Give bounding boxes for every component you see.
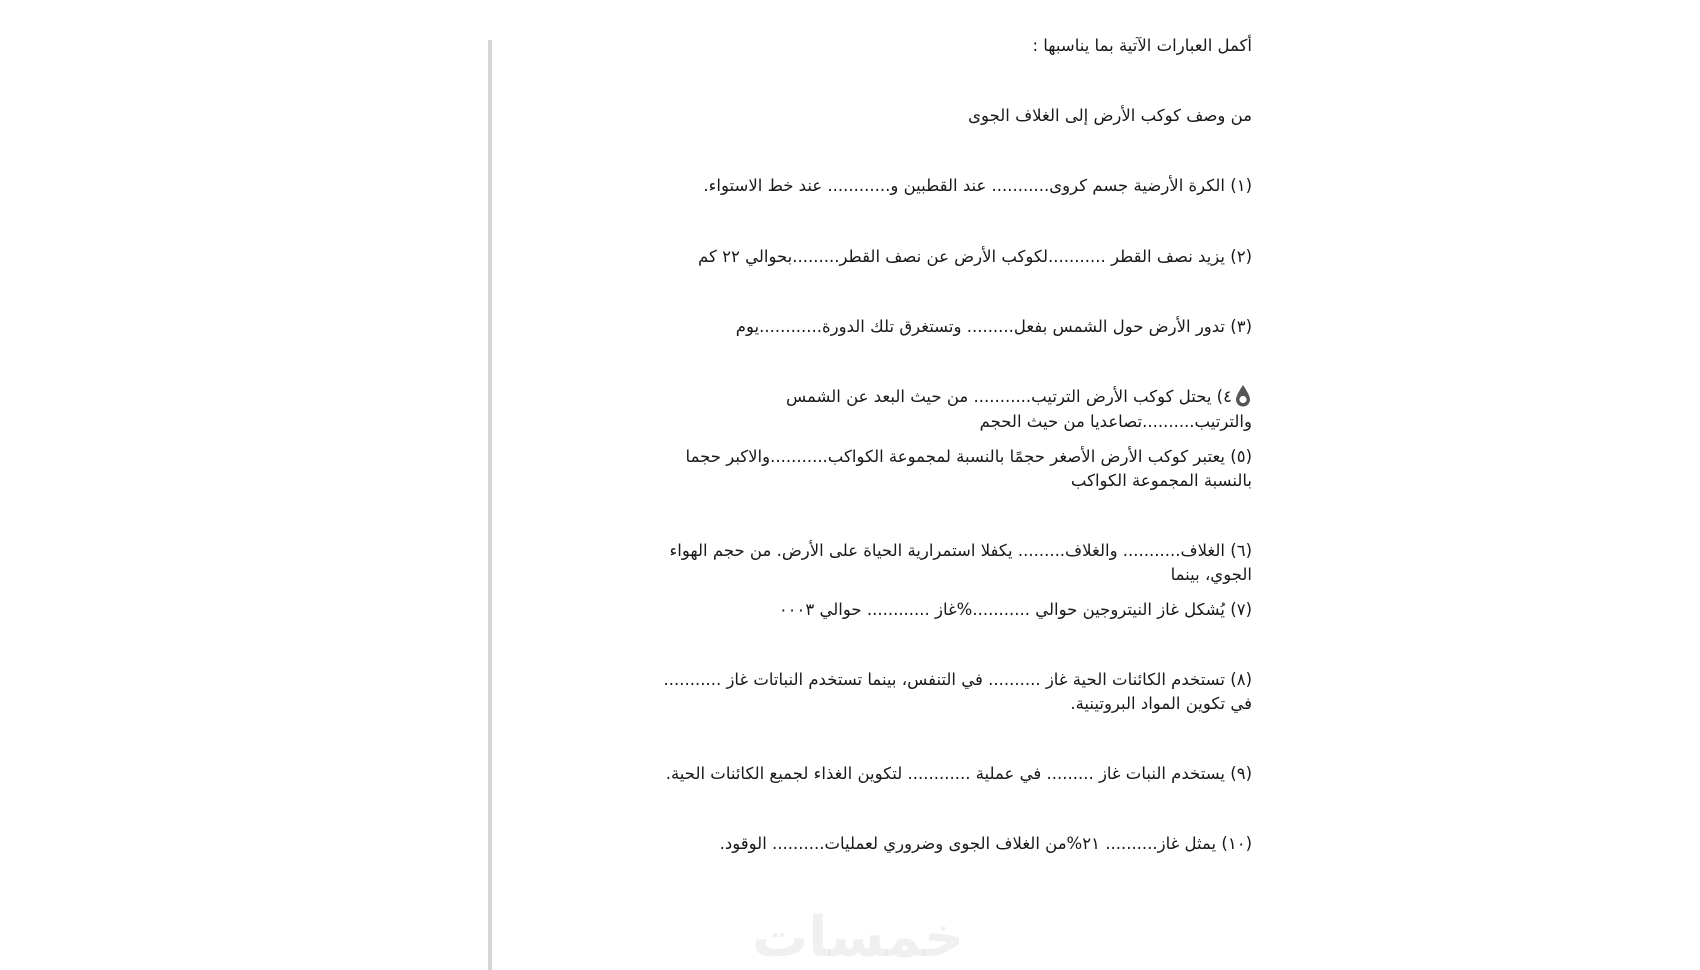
question-6-line-2: الجوي، بينما (1170, 565, 1252, 584)
instruction-text: أكمل العبارات الآتية بما يناسبها : (1032, 36, 1252, 55)
question-1: (١) الكرة الأرضية جسم كروى........... عند القطبين و............ عند خط الاستواء. (703, 176, 1252, 195)
question-8-line-1: (٨) تستخدم الكائنات الحية غاز .......... في التنفس، بينما تستخدم النباتات غاز ........... (663, 670, 1252, 689)
watermark-logo: خمسات (752, 905, 965, 970)
water-drop-icon (1234, 384, 1252, 410)
question-8-line-2: في تكوين المواد البروتينية. (1070, 694, 1252, 713)
page-left-border (488, 40, 492, 970)
question-5-line-1: (٥) يعتبر كوكب الأرض الأصغر حجمًا بالنسبة لمجموعة الكواكب...........والاكبر حجما (685, 447, 1252, 466)
question-4-line-2: والترتيب..........تصاعديا من حيث الحجم (979, 412, 1252, 431)
question-2: (٢) يزيد نصف القطر ...........لكوكب الأرض عن نصف القطر.........بحوالي ٢٢ كم (698, 247, 1252, 266)
question-4-line-1-text: ٤) يحتل كوكب الأرض الترتيب........... من حيث البعد عن الشمس (785, 387, 1232, 406)
section-title: من وصف كوكب الأرض إلى الغلاف الجوى (968, 106, 1252, 125)
question-5-line-2: بالنسبة المجموعة الكواكب (1070, 471, 1252, 490)
question-4-line-1 (786, 384, 1252, 410)
question-10: (١٠) يمثل غاز.......... ٢١%من الغلاف الجوى وضروري لعمليات.......... الوقود. (719, 834, 1252, 853)
question-7: (٧) يُشكل غاز النيتروجين حوالي ...........%غاز ............ حوالي ٠٠٠٣ (778, 600, 1252, 619)
question-9: (٩) يستخدم النبات غاز ......... في عملية ............ لتكوين الغذاء لجميع الكائنات الحية. (665, 764, 1252, 783)
question-6-line-1: (٦) الغلاف........... والغلاف......... يكفلا استمرارية الحياة على الأرض. من حجم الهواء (669, 541, 1252, 560)
question-3: (٣) تدور الأرض حول الشمس بفعل......... وتستغرق تلك الدورة............يوم (735, 317, 1252, 336)
